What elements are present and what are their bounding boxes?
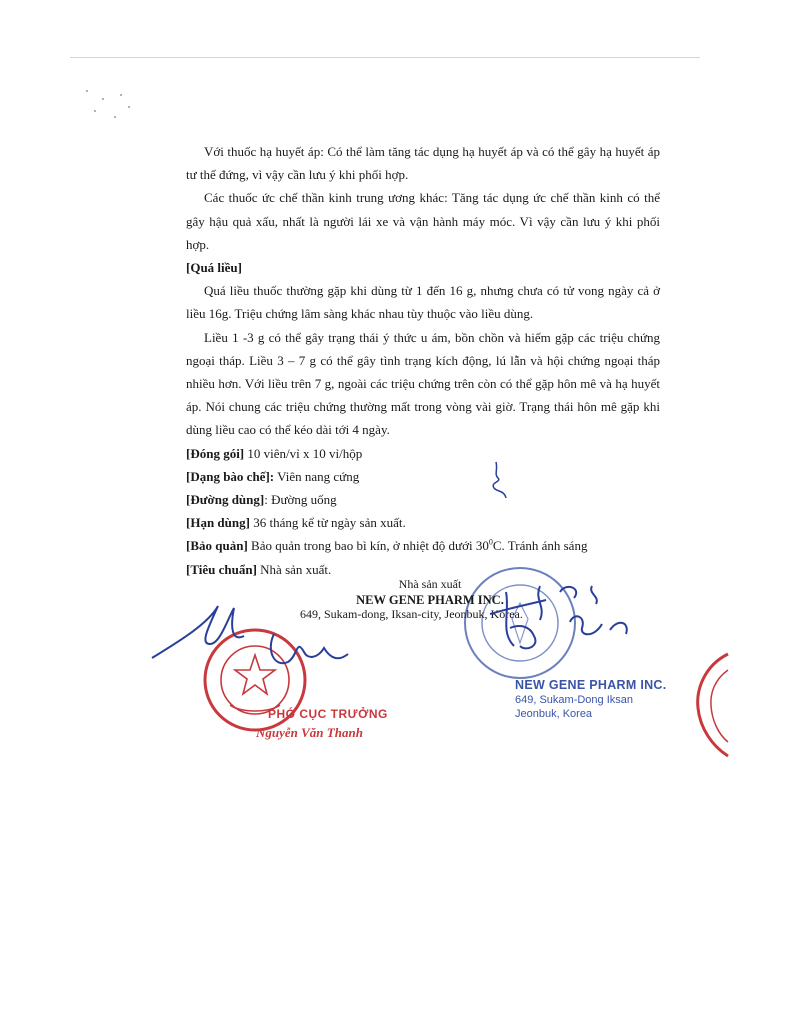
storage-value-end: C. Tránh ánh sáng bbox=[492, 538, 588, 554]
packaging-label: [Đóng gói] bbox=[186, 445, 245, 461]
packaging-value: 10 viên/vỉ x 10 vỉ/hộp bbox=[244, 445, 363, 461]
standard-value: Nhà sản xuất. bbox=[256, 561, 332, 577]
official-title: PHÓ CỤC TRƯỞNG bbox=[268, 707, 388, 721]
expiry-value: 36 tháng kể từ ngày sản xuất. bbox=[249, 515, 406, 531]
expiry-label: [Hạn dùng] bbox=[186, 515, 250, 531]
edge-seal-icon bbox=[690, 650, 730, 760]
manufacturer-name: NEW GENE PHARM INC. bbox=[356, 593, 504, 607]
official-signature bbox=[148, 598, 358, 678]
top-divider bbox=[70, 57, 700, 58]
field-route bbox=[186, 488, 660, 511]
storage-degree: 0 bbox=[488, 538, 493, 548]
manufacturer-label: Nhà sản xuất bbox=[398, 577, 462, 591]
paragraph-antihypertensive: Với thuốc hạ huyết áp: Có thể làm tăng tác dụng hạ huyết áp và có thể gây hạ huyết áp tư thế đứng, vì vậy cần lưu ý khi phối hợp. bbox=[186, 144, 660, 183]
storage-label: [Bảo quản] bbox=[186, 538, 248, 554]
company-stamp-line2: Jeonbuk, Korea bbox=[515, 708, 593, 720]
company-stamp-text bbox=[515, 678, 667, 720]
storage-value: Bảo quản trong bao bì kín, ở nhiệt độ dưới 30 bbox=[247, 538, 489, 554]
official-name: Nguyễn Văn Thanh bbox=[256, 725, 363, 740]
official-stamp-text bbox=[256, 707, 388, 741]
field-storage bbox=[186, 534, 660, 557]
route-label: [Đường dùng] bbox=[186, 492, 265, 508]
standard-label: [Tiêu chuẩn] bbox=[186, 561, 257, 577]
route-value: : Đường uống bbox=[264, 492, 337, 508]
manufacturer-address: 649, Sukam-dong, Iksan-city, Jeonbuk, Korea. bbox=[300, 607, 523, 621]
dosage-form-value: Viên nang cứng bbox=[274, 468, 360, 484]
company-stamp-name: NEW GENE PHARM INC. bbox=[515, 678, 667, 692]
field-dosage-form bbox=[186, 465, 660, 488]
overdose-heading: [Quá liều] bbox=[186, 260, 242, 276]
field-expiry bbox=[186, 511, 660, 534]
paragraph-cns-depressants: Các thuốc ức chế thần kinh trung ương khác: Tăng tác dụng ức chế thần kinh có thể gây hậu quả xấu, nhất là người lái xe và vận hành máy móc. Vì vậy cần lưu ý khi phối hợp. bbox=[186, 190, 660, 252]
field-packaging bbox=[186, 442, 660, 465]
scan-specks bbox=[80, 88, 140, 128]
overdose-paragraph-2: Liều 1 -3 g có thể gây trạng thái ý thức u ám, bồn chồn và hiếm gặp các triệu chứng ngoại tháp. Liều 3 – 7 g có thể gây tình trạng kích động, lú lẫn và hội chứng ngoại tháp nhiều hơn. Với liều trên 7 g, ngoài các triệu chứng trên còn có thể gặp hôn mê và hạ huyết áp. Nói chung các triệu chứng thường mất trong vòng vài giờ. Trạng thái hôn mê gặp khi dùng liều cao có thể kéo dài tới 4 ngày. bbox=[186, 329, 660, 438]
initial-mark bbox=[482, 460, 512, 502]
company-signature bbox=[470, 572, 650, 672]
dosage-form-label: [Dạng bào chế]: bbox=[186, 468, 275, 484]
overdose-paragraph-1: Quá liều thuốc thường gặp khi dùng từ 1 đến 16 g, nhưng chưa có tử vong ngày cả ở liều 16g. Triệu chứng lâm sàng khác nhau tùy thuộc vào liều dùng. bbox=[186, 283, 660, 322]
company-stamp-line1: 649, Sukam-Dong Iksan bbox=[515, 694, 634, 706]
leaflet-body bbox=[186, 140, 660, 581]
